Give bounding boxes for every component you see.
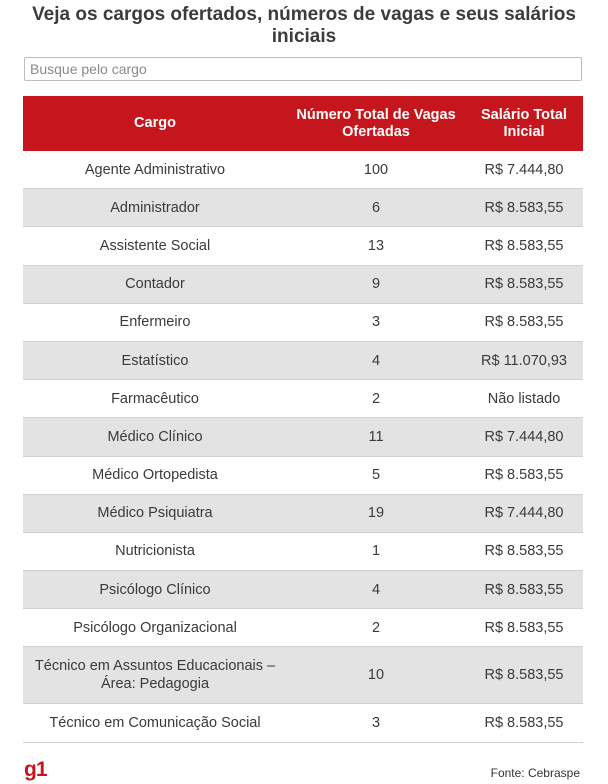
table-row: [23, 495, 583, 533]
cell-cargo: Farmacêutico: [111, 390, 199, 407]
table-row: [23, 189, 583, 227]
cell-vagas: 1: [371, 543, 381, 560]
table-row: [23, 457, 583, 495]
cell-salario: Não listado: [487, 390, 561, 407]
cell-salario: R$ 7.444,80: [484, 161, 564, 178]
table-row: [23, 704, 583, 742]
cell-vagas: 2: [371, 619, 381, 636]
cell-cargo: Médico Ortopedista: [92, 467, 218, 484]
cell-salario: R$ 7.444,80: [484, 505, 564, 522]
table-row: [23, 609, 583, 647]
cell-vagas: 10: [367, 667, 385, 684]
cell-cargo: Médico Clínico: [107, 428, 203, 445]
table-row: [23, 418, 583, 456]
cell-vagas: 4: [371, 352, 381, 369]
cell-salario: R$ 8.583,55: [484, 715, 564, 732]
cell-cargo: Técnico em Assuntos Educacionais – Área: Pedagogia: [34, 658, 276, 693]
table-row: [23, 533, 583, 571]
cell-cargo: Enfermeiro: [119, 314, 191, 331]
table-row: [23, 227, 583, 265]
cell-salario: R$ 8.583,55: [484, 199, 564, 216]
cell-salario: R$ 8.583,55: [484, 543, 564, 560]
cell-cargo: Assistente Social: [99, 237, 211, 254]
cell-cargo: Psicólogo Organizacional: [73, 619, 237, 636]
header-salario[interactable]: Salário Total Inicial: [481, 106, 567, 140]
cell-vagas: 2: [371, 390, 381, 407]
table-row: [23, 266, 583, 304]
cell-cargo: Estatístico: [121, 352, 189, 369]
cell-cargo: Nutricionista: [115, 543, 195, 560]
cell-vagas: 13: [367, 237, 385, 254]
cell-vagas: 3: [371, 715, 381, 732]
header-cargo[interactable]: Cargo: [134, 115, 176, 131]
cell-salario: R$ 8.583,55: [484, 237, 564, 254]
header-vagas[interactable]: Número Total de Vagas Ofertadas: [296, 106, 456, 140]
cell-salario: R$ 8.583,55: [484, 581, 564, 598]
cell-salario: R$ 11.070,93: [481, 352, 567, 369]
cell-vagas: 11: [368, 428, 384, 445]
table-row: [23, 571, 583, 609]
cell-cargo: Psicólogo Clínico: [99, 581, 211, 598]
cell-vagas: 5: [371, 467, 381, 484]
table-row: [23, 304, 583, 342]
cell-vagas: 3: [371, 314, 381, 331]
page-title: Veja os cargos ofertados, números de vagas e seus salários iniciais: [32, 4, 576, 47]
cell-salario: R$ 8.583,55: [484, 467, 564, 484]
table-row: [23, 380, 583, 418]
cell-salario: R$ 8.583,55: [484, 276, 564, 293]
cell-salario: R$ 8.583,55: [484, 619, 564, 636]
jobs-table: [23, 96, 583, 743]
cell-salario: R$ 8.583,55: [484, 314, 564, 331]
cell-salario: R$ 7.444,80: [484, 428, 564, 445]
cell-cargo: Médico Psiquiatra: [97, 505, 213, 522]
cell-vagas: 6: [371, 199, 381, 216]
source-note: Fonte: Cebraspe: [490, 766, 580, 780]
table-row: [23, 647, 583, 704]
table-row: [23, 151, 583, 189]
cell-vagas: 4: [371, 581, 381, 598]
cell-salario: R$ 8.583,55: [484, 667, 564, 684]
cell-vagas: 100: [363, 161, 389, 178]
cell-cargo: Administrador: [110, 199, 200, 216]
cell-cargo: Contador: [125, 276, 185, 293]
table-body: [23, 151, 583, 743]
cell-cargo: Agente Administrativo: [84, 161, 226, 178]
table-header: [23, 96, 583, 151]
search-input[interactable]: [24, 57, 582, 81]
cell-vagas: 9: [371, 276, 381, 293]
g1-logo: g1: [24, 758, 47, 781]
cell-cargo: Técnico em Comunicação Social: [49, 715, 261, 732]
cell-vagas: 19: [367, 505, 385, 522]
table-row: [23, 342, 583, 380]
